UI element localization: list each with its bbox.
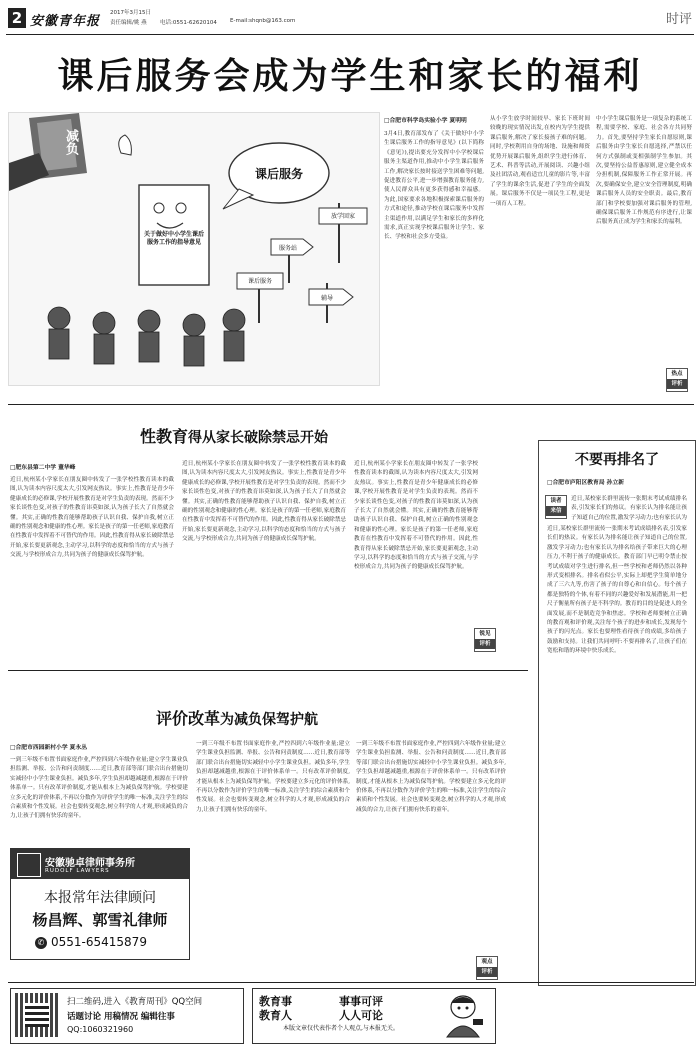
sign-station: 服务站 [278,245,297,252]
tag-line2: 评析 [667,379,687,389]
speaker-cartoon-icon [437,993,489,1039]
divider-main [8,404,694,405]
article2-byline: □肥东县第二中学 董华峰 [10,465,76,471]
article2-col3: 近日,杭州某小学家长在朋友圈中转发了一张学校性教育读本的截图,认为读本内容尺度太大,引发网友热议。事实上,性教育是青少年健康成长的必修课,学校开展性教育是对学生负责的表现。然而不少家长谈性色变,对孩子的性教育讳莫如深,认为孩子长大了自然就会懂。其实,正确的性教育能够帮助孩子认识自我、保护自我,树立正确的性别观念和健康的性心理。家长是孩子的第一任老师,家庭教育在性教育中发挥着不可替代的作用。因此,性教育得从家长破除禁忌开始,家长要更新观念,主动学习,以科学的态度和恰当的方式与孩子交流,与学校形成合力,共同为孩子的健康成长保驾护航。 [354,461,478,571]
article3-title-rest: 为减负保驾护航 [220,712,319,728]
article2-title [140,424,328,447]
article2-title-bold: 性教育 [140,427,189,446]
book-label: 减负 [63,129,78,155]
speech-bubble-text: 课后服务 [254,167,303,181]
tag-line1: 热点 [671,371,683,377]
paper-name: 安徽青年报 [30,14,101,29]
article2-tag [474,628,496,652]
sidebar-title: 不要再排名了 [575,452,659,468]
footer-qq-box [10,988,244,1044]
cartoon-illustration [8,112,380,386]
article2-title-rest: 得从家长破除禁忌开始 [188,430,329,446]
page-number: 2 [8,8,26,28]
tag-line1: 锐见 [479,631,491,637]
divider-article2 [8,670,528,671]
slogan-col1-line2: 教育人 [259,1009,292,1022]
article3-byline: □合肥市西园新村小学 夏永丛 [10,745,88,751]
editor-email: E-mail:shqnb@163.com [230,18,296,24]
editor-credit: 责任编辑/姚 燕 [110,20,147,26]
main-byline: □合肥市科学岛实验小学 夏明明 [384,118,467,124]
tag-line1: 观点 [481,959,493,965]
law-firm-logo-icon [17,853,41,877]
editor-phone: 电话:0551-62620104 [160,20,217,26]
ad-line1: 本报常年法律顾问 [44,890,156,906]
ad-phone: 0551-65415879 [51,935,147,949]
main-headline: 课后服务会成为学生和家长的福利 [57,56,643,97]
main-col2: 从小学生放学时间较早、家长下班时间较晚的现实情况出发,在校内为学生提供课后服务,解决了家长接孩子难的问题。同时,学校利用自身的场地、设施和师资优势开展课后服务,组织学生进行体育、艺术、科普等活动,开展阅读、兴趣小组及社团活动,观看适宜儿童的影片等,丰富了学生的课余生活,促进了学生的全面发展。课后服务不仅是一项民生工程,更是一项育人工程。 [490,116,590,207]
document-text: 关于做好中小学生课后服务工作的指导意见 [143,231,204,246]
sign-home: 放学回家 [330,213,355,220]
footer-qq-line1: 扫二维码,进入《教育周刊》QQ空间 [67,997,203,1007]
tag-line2: 评析 [477,967,497,977]
slogan-col2-line2: 人人可论 [339,1009,383,1022]
issue-date: 2017年3月15日 [110,10,151,16]
ad-org-name-en: RUDOLF LAWYERS [45,868,110,874]
tag-line2: 评析 [475,639,495,649]
ad-line2: 杨昌辉、郭雪礼律师 [32,911,168,929]
sign-after-school: 课后服务 [247,278,272,285]
article2-col1: 近日,杭州某小学家长在朋友圈中转发了一张学校性教育读本的截图,认为读本内容尺度太大,引发网友热议。事实上,性教育是青少年健康成长的必修课,学校开展性教育是对学生负责的表现。然而不少家长谈性色变,对孩子的性教育讳莫如深,认为孩子长大了自然就会懂。其实,正确的性教育能够帮助孩子认识自我、保护自我,树立正确的性别观念和健康的性心理。家长是孩子的第一任老师,家庭教育在性教育中发挥着不可替代的作用。因此,性教育得从家长破除禁忌开始,家长要更新观念,主动学习,以科学的态度和恰当的方式与孩子交流,与学校形成合力,共同为孩子的健康成长保驾护航。 [10,477,174,559]
article3-title [156,706,318,729]
sidebar-byline: □合肥市庐阳区教育局 孙立新 [547,480,625,486]
sign-tutoring: 辅导 [320,295,333,302]
divider-footer [8,982,694,983]
qr-code-pattern [25,1003,49,1027]
ad-org-name: 安徽驰卓律师事务所 [45,858,135,869]
footer-disclaimer: 本版文章仅代表作者个人观点,与本报无关。 [283,1025,399,1032]
sidebar-tag [545,495,567,519]
phone-icon: ✆ [35,937,47,949]
article3-tag [476,956,498,980]
footer-qq-number: QQ:1060321960 [67,1025,134,1034]
sidebar-letter [538,440,696,986]
article3-col2: 一到三年级不布置书面家庭作业,严控四到六年级作业量;建立学生课业负担监测、举报、公告和问责制度……近日,教育部等部门联合出台措施切实减轻中小学生课业负担。减负多年,学生负担却越减越重,根源在于评价体系单一。只有改革评价制度,才能从根本上为减负保驾护航。学校要建立多元化的评价体系,不再以分数作为评价学生的唯一标准,关注学生的综合素质和个性发展。社会也要转变观念,树立科学的人才观,形成减负的合力,让孩子们拥有快乐的童年。 [196,741,350,813]
main-col3: 中小学生课后服务是一项复杂的系统工程,需要学校、家庭、社会各方共同努力。首先,要坚持学生家长自愿原则,课后服务由学生家长自愿选择,严禁以任何方式强制或变相强制学生参加。其次,要坚持公益普惠原则,建立健全成本分担机制,保障服务工作正常开展。再次,要确保安全,建立安全管理制度,明确课后服务人员的安全职责。最后,教育部门和学校要加强对课后服务的管理,确保课后服务工作规范有序进行,让课后服务真正成为学生和家长的福利。 [596,116,692,226]
article3-col1: 一到三年级不布置书面家庭作业,严控四到六年级作业量;建立学生课业负担监测、举报、公告和问责制度……近日,教育部等部门联合出台措施切实减轻中小学生课业负担。减负多年,学生负担却越减越重,根源在于评价体系单一。只有改革评价制度,才能从根本上为减负保驾护航。学校要建立多元化的评价体系,不再以分数作为评价学生的唯一标准,关注学生的综合素质和个性发展。社会也要转变观念,树立科学的人才观,形成减负的合力,让孩子们拥有快乐的童年。 [10,757,188,820]
article3-title-bold: 评价改革 [156,709,221,728]
article3-col3: 一到三年级不布置书面家庭作业,严控四到六年级作业量;建立学生课业负担监测、举报、公告和问责制度……近日,教育部等部门联合出台措施切实减轻中小学生课业负担。减负多年,学生负担却越减越重,根源在于评价体系单一。只有改革评价制度,才能从根本上为减负保驾护航。学校要建立多元化的评价体系,不再以分数作为评价学生的唯一标准,关注学生的综合素质和个性发展。社会也要转变观念,树立科学的人才观,形成减负的合力,让孩子们拥有快乐的童年。 [356,741,506,813]
slogan-col1-line1: 教育事 [259,995,292,1008]
section-label: 时评 [665,12,692,27]
tag-line1: 读者 [550,498,562,504]
tag-line2: 来信 [546,506,566,516]
sidebar-text-top: 近日,某校家长群里流传一张期末考试成绩排名表,引发家长们的热议。有家长认为排名能让孩子知道自己的位置,激发学习动力;也有家长认为 [571,496,687,521]
footer-slogan-box [252,988,496,1044]
main-col1: 3月4日,教育部发布了《关于做好中小学生课后服务工作的指导意见》(以下简称《意见》),提出要充分发挥中小学校课后服务主渠道作用,推动中小学生课后服务工作,解决家长按时接送学生困难等问题,促进教育公平,进一步增强教育服务能力,使人民群众具有更多获得感和幸福感。为此,国家要求各地积极探索课后服务的方式和途径,推动学校在课后服务中发挥主渠道作用,以满足学生和家长的多样化需求,真正实现学校课后服务让学生、家长、学校和社会多方受益。 [384,131,484,241]
slogan-col2-line1: 事事可评 [339,995,383,1008]
footer-qq-line2: 话题讨论 用稿情况 编辑往事 [67,1012,175,1022]
sidebar-text: 近日,某校家长群里流传一张期末考试成绩排名表,引发家长们的热议。有家长认为排名能让孩子知道自己的位置,激发学习动力;也有家长认为排名给孩子带来巨大的心理压力,不利于孩子的健康成长。教育部门早已明令禁止按考试成绩对学生进行排名,但一些学校和老师仍然以各种形式变相排名。排名看似公平,实际上却把学生简单地分成了三六九等,伤害了孩子的自尊心和自信心。每个孩子都是独特的个体,有着不同的兴趣爱好和发展潜能,用一把尺子衡量所有孩子是不科学的。教育的目的是促进人的全面发展,而不是制造竞争和焦虑。学校和老师要树立正确的教育观和评价观,关注每个孩子的进步和成长,发现每个孩子的闪光点。家长也要理性看待孩子的成绩,多给孩子鼓励和支持。让我们共同呼吁:不要再排名了,让孩子们在宽松和谐的环境中快乐成长。 [547,526,687,655]
article2-col2: 近日,杭州某小学家长在朋友圈中转发了一张学校性教育读本的截图,认为读本内容尺度太大,引发网友热议。事实上,性教育是青少年健康成长的必修课,学校开展性教育是对学生负责的表现。然而不少家长谈性色变,对孩子的性教育讳莫如深,认为孩子长大了自然就会懂。其实,正确的性教育能够帮助孩子认识自我、保护自我,树立正确的性别观念和健康的性心理。家长是孩子的第一任老师,家庭教育在性教育中发挥着不可替代的作用。因此,性教育得从家长破除禁忌开始,家长要更新观念,主动学习,以科学的态度和恰当的方式与孩子交流,与学校形成合力,共同为孩子的健康成长保驾护航。 [182,461,346,543]
main-hot-tag [666,368,688,392]
law-firm-ad [10,848,190,960]
